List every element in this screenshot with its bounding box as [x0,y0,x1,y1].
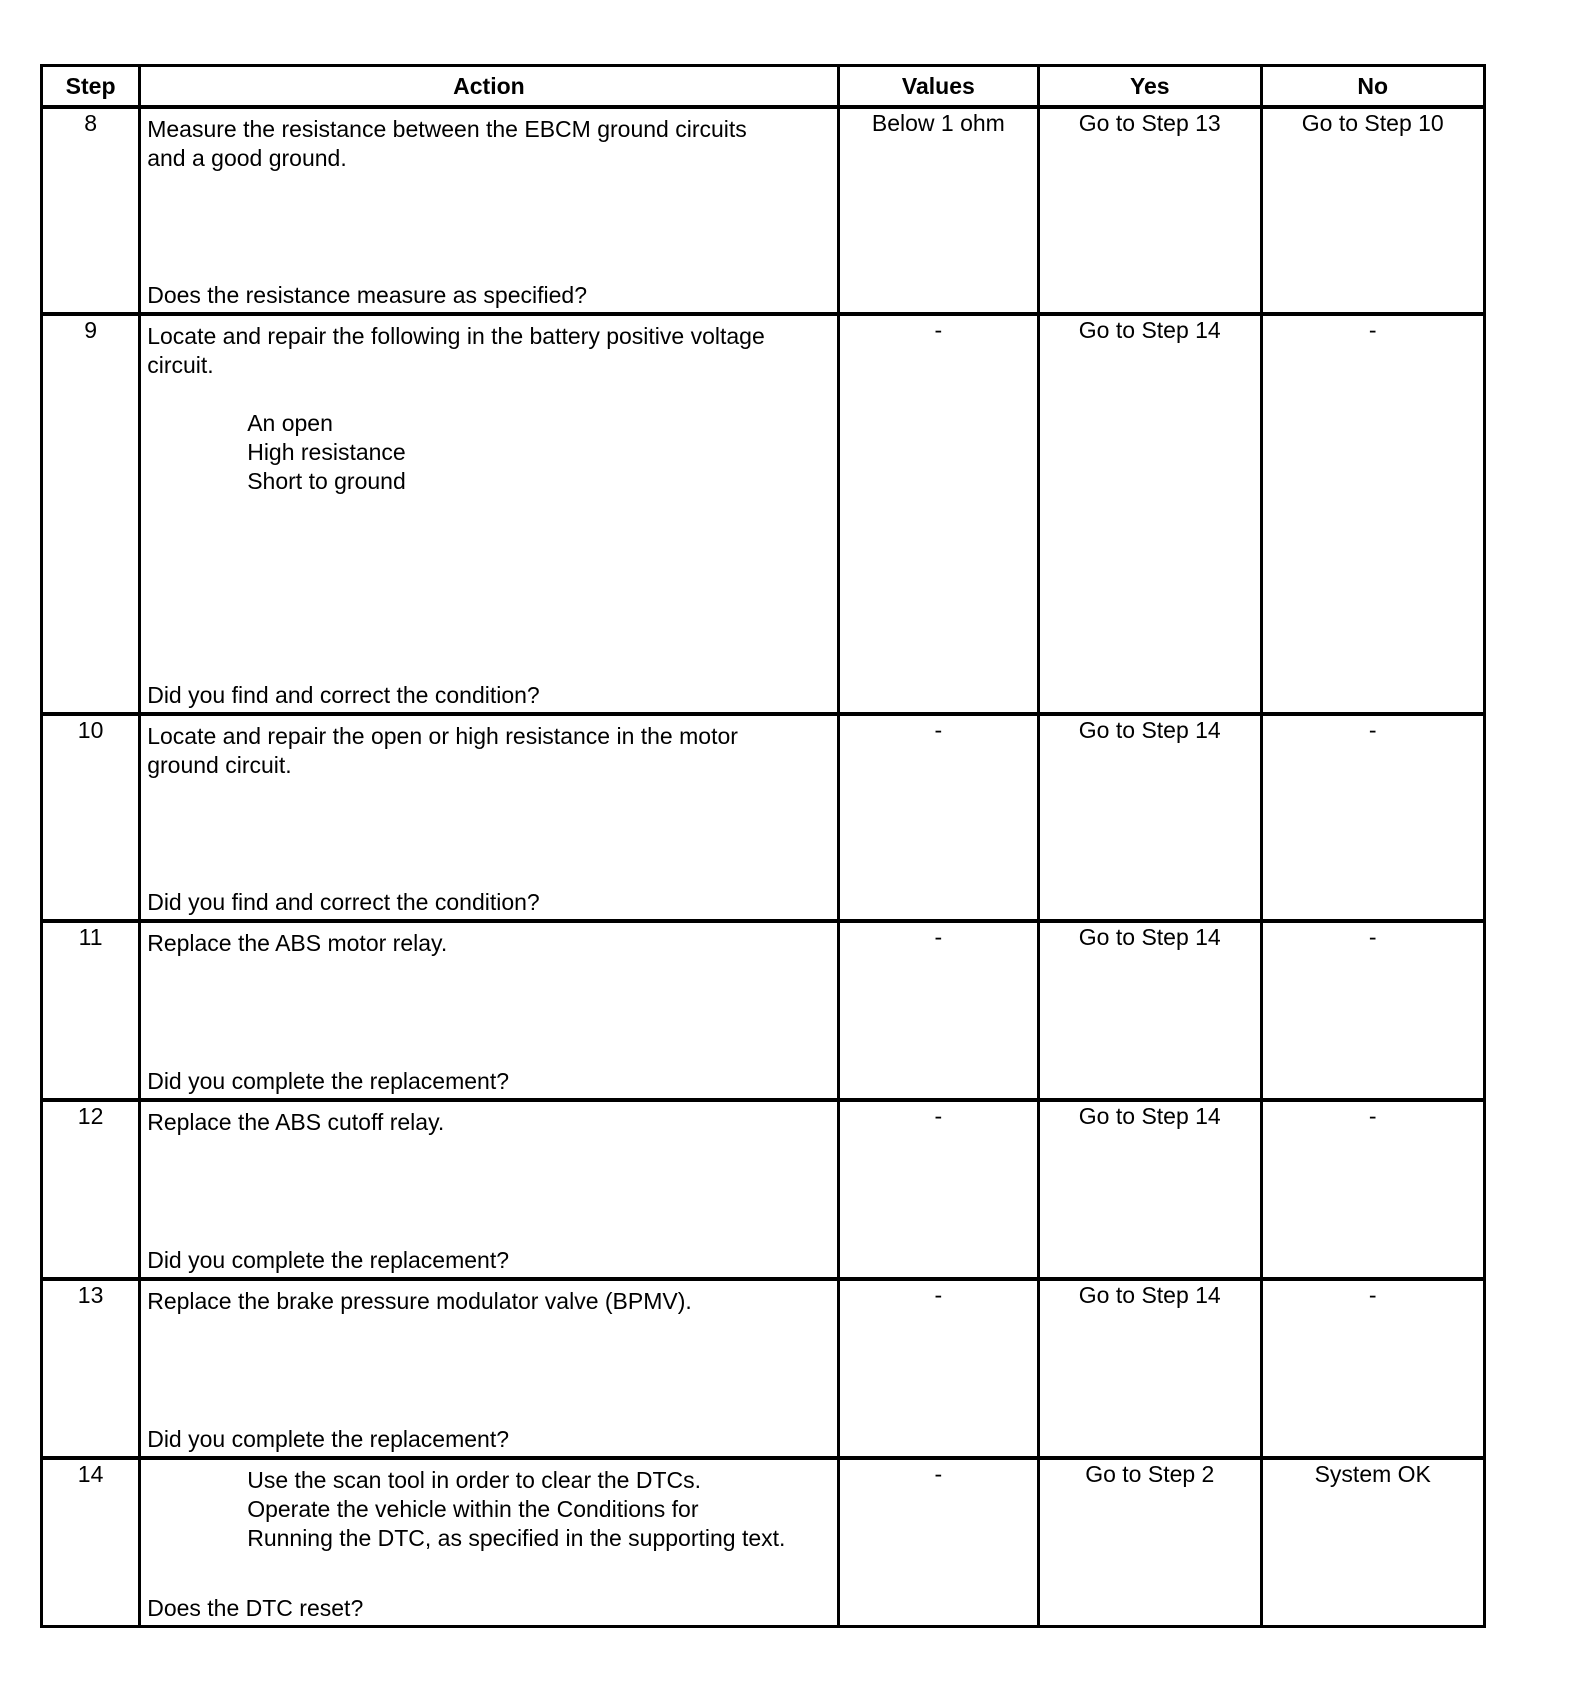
header-yes: Yes [1039,66,1261,108]
step-number: 10 [42,714,140,921]
step-number: 8 [42,107,140,314]
action-line: Locate and repair the open or high resistance in the motor [147,723,738,749]
values-cell: - [838,314,1038,714]
table-row [42,1100,1485,1279]
table-row [42,107,1485,314]
values-cell: Below 1 ohm [838,107,1038,314]
yes-cell: Go to Step 13 [1039,107,1261,314]
condition-list [141,409,836,496]
diagnostic-table [40,64,1486,1628]
step-number: 12 [42,1100,140,1279]
action-line: Running the DTC, as specified in the supporting text. [247,1525,786,1551]
action-cell [140,714,838,921]
step-number: 9 [42,314,140,714]
action-cell [140,1100,838,1279]
step-number: 13 [42,1279,140,1458]
action-cell [140,107,838,314]
yes-cell: Go to Step 14 [1039,921,1261,1100]
no-cell: - [1261,1100,1485,1279]
action-line: and a good ground. [147,145,347,171]
table-row [42,1279,1485,1458]
header-step: Step [42,66,140,108]
list-item: Short to ground [247,468,406,494]
action-question: Does the resistance measure as specified? [147,282,587,308]
header-action: Action [140,66,838,108]
action-line: Replace the ABS motor relay. [147,930,448,956]
no-cell: System OK [1261,1458,1485,1627]
action-question: Did you find and correct the condition? [147,682,540,708]
values-cell: - [838,714,1038,921]
list-item: An open [247,410,333,436]
no-cell: Go to Step 10 [1261,107,1485,314]
list-item: High resistance [247,439,406,465]
action-question: Does the DTC reset? [147,1595,364,1621]
action-cell [140,1458,838,1627]
values-cell: - [838,1100,1038,1279]
action-line: Measure the resistance between the EBCM ground circuits [147,116,747,142]
action-line: Replace the brake pressure modulator valve (BPMV). [147,1288,692,1314]
diagnostic-table-page [40,64,1486,1628]
step-number: 11 [42,921,140,1100]
yes-cell: Go to Step 14 [1039,714,1261,921]
yes-cell: Go to Step 14 [1039,1279,1261,1458]
table-row [42,714,1485,921]
action-question: Did you find and correct the condition? [147,889,540,915]
action-line: Use the scan tool in order to clear the DTCs. [247,1467,702,1493]
table-row [42,1458,1485,1627]
yes-cell: Go to Step 2 [1039,1458,1261,1627]
action-line: Replace the ABS cutoff relay. [147,1109,445,1135]
action-line: ground circuit. [147,752,292,778]
no-cell: - [1261,714,1485,921]
action-line: circuit. [147,352,214,378]
values-cell: - [838,1458,1038,1627]
action-question: Did you complete the replacement? [147,1068,510,1094]
action-cell [140,314,838,714]
yes-cell: Go to Step 14 [1039,314,1261,714]
action-question: Did you complete the replacement? [147,1247,510,1273]
values-cell: - [838,1279,1038,1458]
action-line: Locate and repair the following in the battery positive voltage [147,323,765,349]
values-cell: - [838,921,1038,1100]
no-cell: - [1261,314,1485,714]
table-row [42,921,1485,1100]
action-question: Did you complete the replacement? [147,1426,510,1452]
no-cell: - [1261,1279,1485,1458]
action-line: Operate the vehicle within the Conditions for [247,1496,699,1522]
step-number: 14 [42,1458,140,1627]
no-cell: - [1261,921,1485,1100]
action-cell [140,921,838,1100]
header-values: Values [838,66,1038,108]
action-cell [140,1279,838,1458]
yes-cell: Go to Step 14 [1039,1100,1261,1279]
table-row [42,314,1485,714]
header-no: No [1261,66,1485,108]
table-header-row [42,66,1485,108]
